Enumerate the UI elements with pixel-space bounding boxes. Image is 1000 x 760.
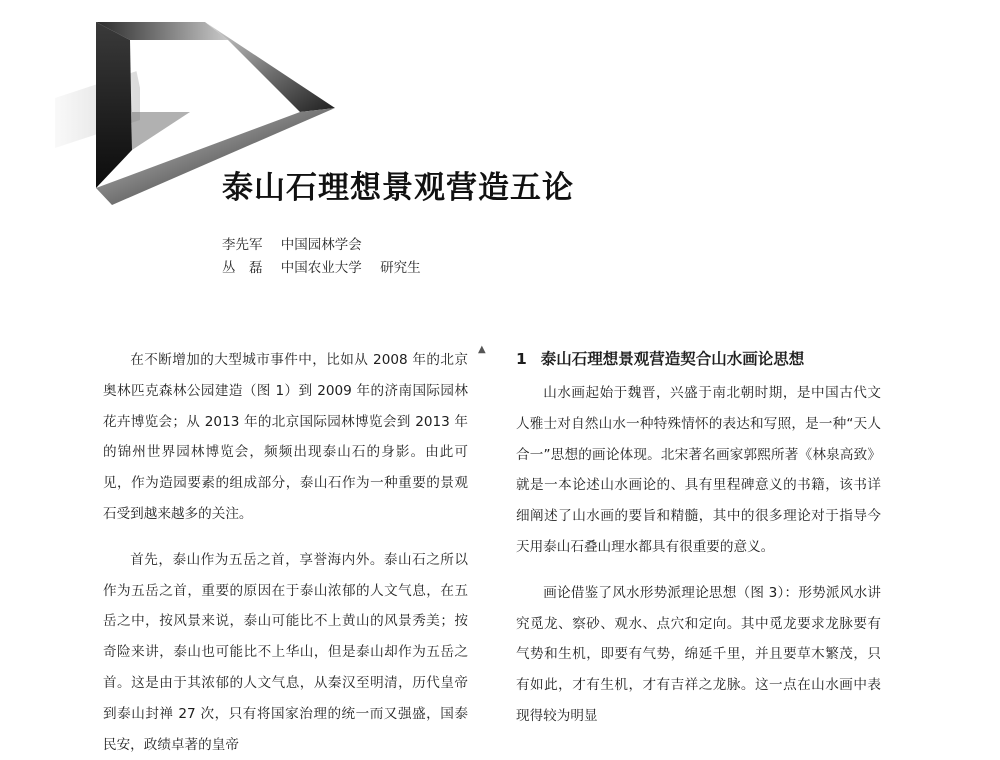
body-paragraph: 在不断增加的大型城市事件中，比如从 2008 年的北京奥林匹克森林公园建造（图 1）到 2009 年的济南国际园林花卉博览会；从 2013 年的北京国际园林博览会到 2013 年的锦州世界园林博览会，频频出现泰山石的身影。由此可见，作为造园要素的组成部分，泰山石作为一种重要的景观石受到越来越多的关注。: [103, 352, 468, 522]
section-heading: [516, 346, 881, 372]
author-name: 丛 磊: [222, 260, 263, 276]
author-affiliation: 中国农业大学: [280, 260, 362, 276]
section-title: 泰山石理想景观营造契合山水画论思想: [540, 350, 805, 368]
author-affiliation: 中国园林学会: [280, 237, 362, 253]
left-column: [103, 345, 468, 760]
right-column: [516, 346, 881, 732]
body-paragraph: 首先，泰山作为五岳之首，享誉海内外。泰山石之所以作为五岳之首，重要的原因在于泰山浓郁的人文气息，在五岳之中，按风景来说，泰山可能比不上黄山的风景秀美；按奇险来讲，泰山也可能比不上华山，但是泰山却作为五岳之首。这是由于其浓郁的人文气息，从秦汉至明清，历代皇帝到泰山封禅 27 次，只有将国家治理的统一而又强盛，国泰民安，政绩卓著的皇帝: [103, 551, 468, 753]
author-line-2: [222, 256, 421, 276]
body-paragraph: 山水画起始于魏晋，兴盛于南北朝时期，是中国古代文人雅士对自然山水一种特殊情怀的表达和写照，是一种“天人合一”思想的画论体现。北宋著名画家郭熙所著《林泉高致》就是一本论述山水画论的、具有里程碑意义的书籍，该书详细阐述了山水画的要旨和精髓，其中的很多理论对于指导今天用泰山石叠山理水都具有很重要的意义。: [516, 385, 881, 555]
article-title: 泰山石理想景观营造五论: [222, 170, 574, 206]
body-paragraph: 画论借鉴了风水形势派理论思想（图 3）：形势派风水讲究觅龙、察砂、观水、点穴和定向。其中觅龙要求龙脉要有气势和生机，即要有气势，绵延千里，并且要草木繁茂，只有如此，才有生机，才有吉祥之龙脉。这一点在山水画中表现得较为明显: [516, 584, 881, 724]
section-number: 1: [516, 350, 527, 368]
author-name: 李先军: [222, 237, 263, 253]
author-role: 研究生: [380, 260, 421, 276]
footnote-mark: ▲: [478, 344, 486, 355]
author-line-1: [222, 233, 376, 253]
